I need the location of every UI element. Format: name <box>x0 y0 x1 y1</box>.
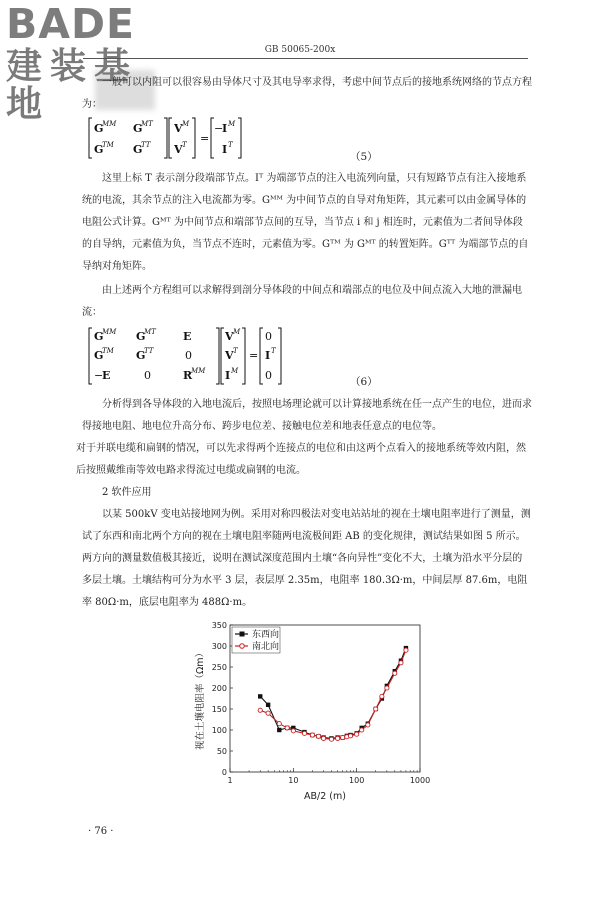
svg-text:MT: MT <box>141 120 153 128</box>
svg-text:M: M <box>231 367 239 375</box>
eq6-im: I <box>225 369 231 382</box>
legend-label-ns: 南北向 <box>252 642 280 652</box>
eq5-gmt: G <box>133 122 143 135</box>
y-tick-label: 50 <box>216 747 227 756</box>
equation-6 <box>88 326 288 386</box>
svg-text:MT: MT <box>144 328 156 336</box>
point-ns <box>321 736 325 740</box>
svg-text:TT: TT <box>141 141 151 149</box>
point-ew <box>266 703 270 707</box>
paragraph-3: 由上述两个方程组可以求解得到剖分导体段的中间点和端部点的电位及中间点流入大地的泄漏电流： <box>82 285 522 318</box>
point-ns <box>258 708 262 712</box>
paragraph-5: 对于并联电缆和扁钢的情况，可以先求得两个连接点的电位和由这两个点看入的接地系统等效内阻，然后按照戴维南等效电路求得流过电缆或扁钢的电流。 <box>76 443 526 476</box>
eq6-rhs-it: I <box>265 349 271 362</box>
y-tick-label: 350 <box>211 621 227 630</box>
point-ns <box>291 729 295 733</box>
y-tick-label: 300 <box>211 642 227 651</box>
paragraph-4: 分析得到各导体段的入地电流后，按照电场理论就可以计算接地系统在任一点产生的电位，进而求得接地电阻、地电位升高分布、跨步电位差、接触电位差和地表任意点的电位等。 <box>82 399 532 432</box>
equation-5-number: （5） <box>350 151 378 163</box>
point-ns <box>277 722 281 726</box>
eq5-gtt: G <box>133 143 143 156</box>
eq5-it: I <box>222 143 228 156</box>
header-rule <box>83 58 528 59</box>
svg-text:M: M <box>228 120 236 128</box>
logo-brand-en: BADE <box>6 0 136 48</box>
svg-text:T: T <box>271 347 276 355</box>
point-ew <box>258 694 262 698</box>
x-tick-label: 1 <box>227 776 233 785</box>
point-ns <box>374 707 378 711</box>
eq6-gmm: G <box>94 330 104 343</box>
y-axis-label: 视在土壤电阻率（Ωm） <box>195 647 206 751</box>
eq6-gmt: G <box>136 330 146 343</box>
paragraph-2: 这里上标 T 表示剖分段端部节点。Iᵀ 为端部节点的注入电流列向量，只有短路节点有注入接地系统的电流，其余节点的注入电流都为零。Gᴹᴹ 为中间节点的自导对角矩阵，其元素可以由金属导体的电阻公式计算。Gᴹᵀ 为中间节点和端部节点间的互导，当节点 i 和 j 相连时，元素值为二者间导体段的自导纳，元素值为负，当节点不连时，元素值为零。Gᵀᴹ 为 Gᴹᵀ 的转置矩阵。Gᵀᵀ 为端部节点的自导纳对角矩阵。 <box>82 173 529 272</box>
point-ns <box>341 735 345 739</box>
point-ns <box>285 726 289 730</box>
eq5-vt: V <box>174 143 183 156</box>
svg-text:TT: TT <box>144 347 154 355</box>
point-ns <box>302 731 306 735</box>
eq5-gmm: G <box>94 122 104 135</box>
eq6-gtm: G <box>94 349 104 362</box>
section-heading: 2 软件应用 <box>102 487 152 498</box>
eq6-vt: V <box>225 349 234 362</box>
page-number: · 76 · <box>88 826 114 837</box>
eq6-minus: − <box>94 369 104 382</box>
logo-brand-cn: 建装基地 <box>6 46 139 125</box>
standard-code: GB 50065-200x <box>264 45 336 55</box>
y-tick-label: 200 <box>211 684 227 693</box>
legend-label-ew: 东西向 <box>252 630 280 640</box>
legend-marker-ns <box>240 644 245 649</box>
svg-text:T: T <box>182 141 187 149</box>
x-tick-label: 1000 <box>409 776 431 785</box>
resistivity-chart <box>192 615 432 805</box>
equation-6-number: （6） <box>350 376 378 388</box>
eq6-zero-b: 0 <box>144 369 151 382</box>
point-ns <box>348 734 352 738</box>
point-ns <box>393 671 397 675</box>
point-ns <box>266 711 270 715</box>
paragraph-6: 以某 500kV 变电站接地网为例。采用对称四极法对变电站站址的视在土壤电阻率进行了测量，测试了东西和南北两个方向的视在土壤电阻率随两电流极间距 AB 的变化规律，测试结果如图 5 所示。两方向的测量数值极其接近，说明在测试深度范围内土壤“各向异性”变化不大，土壤为沿水平分层的多层土壤。土壤结构可分为水平 3 层，表层厚 2.35m，电阻率 180.3Ω·m，中间层厚 87.6m，电阻率 80Ω·m，底层电阻率为 488Ω·m。 <box>82 509 531 608</box>
point-ns <box>366 723 370 727</box>
svg-text:TM: TM <box>102 347 114 355</box>
eq6-equals: = <box>249 349 259 362</box>
point-ns <box>336 736 340 740</box>
x-tick-label: 100 <box>349 776 365 785</box>
eq5-vm: V <box>174 122 183 135</box>
x-tick-label: 10 <box>288 776 299 785</box>
point-ns <box>329 737 333 741</box>
series-line-1 <box>260 650 406 739</box>
point-ns <box>404 648 408 652</box>
svg-text:MM: MM <box>191 367 206 375</box>
y-tick-label: 150 <box>211 705 227 714</box>
eq5-gtm: G <box>94 143 104 156</box>
eq6-rhs-zero-a: 0 <box>265 330 272 343</box>
eq5-minus: − <box>214 122 224 135</box>
eq6-e: E <box>183 330 192 343</box>
eq6-gtt: G <box>136 349 146 362</box>
eq6-rhs-zero-b: 0 <box>265 369 272 382</box>
eq6-vm: V <box>225 330 234 343</box>
point-ns <box>316 734 320 738</box>
svg-text:MM: MM <box>102 120 117 128</box>
legend-marker-ew <box>240 632 245 637</box>
x-axis-label: AB/2 (m) <box>304 791 346 802</box>
paragraph-1: 一般可以内阻可以很容易由导体尺寸及其电导率求得，考虑中间节点后的接地系统网络的节点方程为： <box>82 77 532 110</box>
point-ns <box>310 733 314 737</box>
point-ew <box>277 728 281 732</box>
eq6-zero-a: 0 <box>185 349 192 362</box>
point-ns <box>385 686 389 690</box>
equation-5 <box>88 116 288 160</box>
svg-text:T: T <box>233 347 238 355</box>
svg-text:M: M <box>233 328 241 336</box>
svg-text:TM: TM <box>102 141 114 149</box>
svg-text:T: T <box>228 141 233 149</box>
point-ns <box>360 728 364 732</box>
point-ns <box>355 732 359 736</box>
y-tick-label: 100 <box>211 726 227 735</box>
y-tick-label: 250 <box>211 663 227 672</box>
point-ns <box>380 694 384 698</box>
svg-text:MM: MM <box>102 328 117 336</box>
svg-text:M: M <box>182 120 190 128</box>
eq5-equals: = <box>200 132 210 145</box>
y-tick-label: 0 <box>221 768 227 777</box>
eq5-im: I <box>222 122 228 135</box>
eq6-e2: E <box>102 369 111 382</box>
point-ns <box>399 661 403 665</box>
eq6-r: R <box>183 369 193 382</box>
